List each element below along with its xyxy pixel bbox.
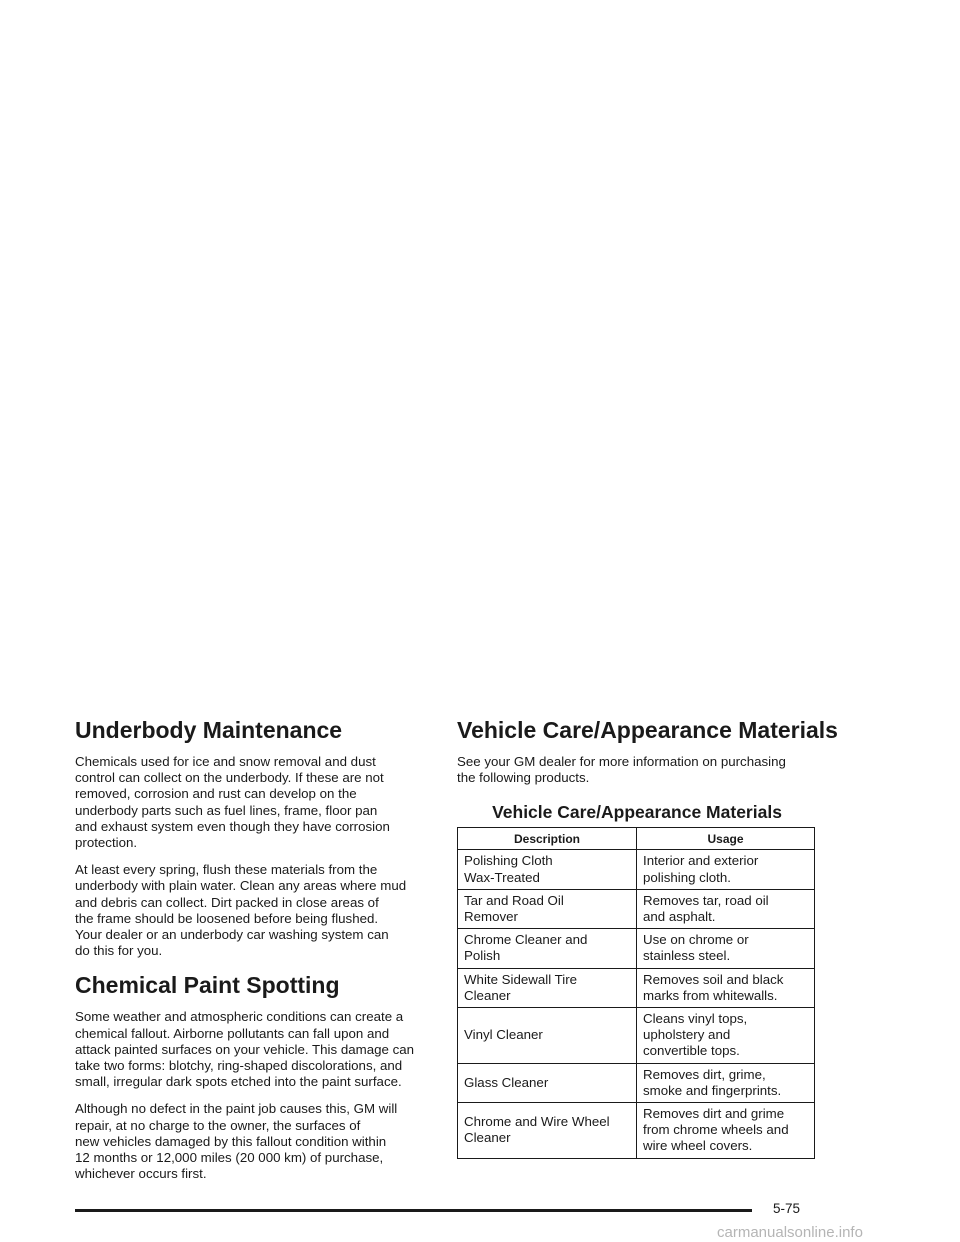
row-description: Chrome and Wire Wheel Cleaner (458, 1103, 637, 1159)
row-usage: Removes soil and black marks from whitewalls. (637, 968, 815, 1007)
chemical-paint-spotting-heading: Chemical Paint Spotting (75, 972, 340, 999)
chemical-paragraph-2: Although no defect in the paint job causes this, GM will repair, at no charge to the owner, the surfaces of new vehicles damaged by this fallout condition within 12 months or 12,000 miles (20 000 km) of purchase, whichever occurs first. (75, 1101, 398, 1182)
chemical-paragraph-1: Some weather and atmospheric conditions can create a chemical fallout. Airborne pollutants can fall upon and attack painted surfaces on your vehicle. This damage can take two forms: blotchy, ring-shaped discolorations, and small, irregular dark spots etched into the paint surface. (75, 1009, 415, 1090)
materials-table-header-row (458, 828, 815, 850)
row-description: Polishing Cloth Wax-Treated (458, 850, 637, 889)
watermark: carmanualsonline.info (717, 1224, 863, 1241)
page-number: 5-75 (773, 1201, 801, 1216)
table-row (458, 968, 815, 1007)
row-usage: Interior and exterior polishing cloth. (637, 850, 815, 889)
table-row (458, 889, 815, 928)
underbody-paragraph-1: Chemicals used for ice and snow removal and dust control can collect on the underbody. If these are not removed, corrosion and rust can develop on the underbody parts such as fuel lines, frame, floor pan and exhaust system even though they have corrosion protection. (75, 754, 390, 851)
underbody-maintenance-heading: Underbody Maintenance (75, 717, 343, 743)
column-header-description: Description (458, 828, 637, 850)
vehicle-care-intro: See your GM dealer for more information on purchasing the following products. (457, 754, 786, 786)
right-column (457, 716, 838, 1159)
materials-table-title: Vehicle Care/Appearance Materials (492, 802, 782, 823)
row-usage: Removes tar, road oil and asphalt. (637, 889, 815, 928)
table-row (458, 1008, 815, 1064)
row-description: Glass Cleaner (458, 1063, 637, 1102)
table-row (458, 1063, 815, 1102)
row-description: Chrome Cleaner and Polish (458, 929, 637, 968)
footer-rule (75, 1209, 752, 1212)
row-description: Vinyl Cleaner (458, 1008, 637, 1064)
underbody-paragraph-2: At least every spring, flush these materials from the underbody with plain water. Clean any areas where mud and debris can collect. Dirt packed in close areas of the frame should be loosened before being flushed. Your dealer or an underbody car washing system can do this for you. (75, 862, 407, 959)
vehicle-care-heading: Vehicle Care/Appearance Materials (457, 717, 838, 743)
row-description: Tar and Road Oil Remover (458, 889, 637, 928)
left-column (75, 716, 435, 1193)
column-header-usage: Usage (637, 828, 815, 850)
row-usage: Removes dirt and grime from chrome wheels and wire wheel covers. (637, 1103, 815, 1159)
row-description: White Sidewall Tire Cleaner (458, 968, 637, 1007)
table-row (458, 850, 815, 889)
row-usage: Use on chrome or stainless steel. (637, 929, 815, 968)
row-usage: Cleans vinyl tops, upholstery and convertible tops. (637, 1008, 815, 1064)
row-usage: Removes dirt, grime, smoke and fingerprints. (637, 1063, 815, 1102)
materials-table (457, 827, 815, 1158)
table-row (458, 1103, 815, 1159)
table-row (458, 929, 815, 968)
